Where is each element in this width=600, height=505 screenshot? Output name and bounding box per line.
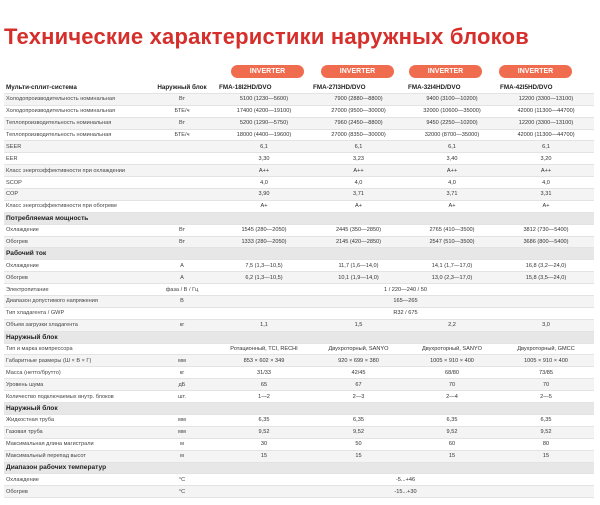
model-name: FMA-32I4HD/DVO (406, 82, 498, 93)
param-value: 2—3 (311, 391, 406, 403)
param-value: 4,0 (498, 177, 594, 189)
param-value: 30 (217, 438, 311, 450)
param-value: 2765 (410—3500) (406, 224, 498, 236)
param-value: 14,1 (1,7—17,0) (406, 260, 498, 272)
param-value: 3,30 (217, 153, 311, 165)
param-unit: °C (147, 474, 217, 486)
table-row (4, 236, 594, 248)
inverter-badge: INVERTER (231, 65, 304, 78)
param-value: 3,90 (217, 189, 311, 201)
param-value-shared: -15...+30 (217, 486, 594, 498)
header-unit-label: Наружный блок (147, 82, 217, 93)
param-value: 6,1 (406, 141, 498, 153)
model-name: FMA-42I5HD/DVO (498, 82, 594, 93)
param-value: 31/33 (217, 367, 311, 379)
param-value: 18000 (4400—19600) (217, 129, 311, 141)
table-row (4, 224, 594, 236)
table-row (4, 414, 594, 426)
param-label: Холодопроизводительность номинальная (4, 105, 147, 117)
param-label: Тип и марка компрессора (4, 343, 147, 355)
param-value: 3,71 (311, 189, 406, 201)
param-label: Габаритные размеры (Ш × В × Г) (4, 355, 147, 367)
param-unit: А (147, 272, 217, 284)
param-value: 70 (406, 379, 498, 391)
table-row (4, 450, 594, 462)
param-unit: А (147, 260, 217, 272)
param-value: 68/80 (406, 367, 498, 379)
param-unit: БТЕ/ч (147, 105, 217, 117)
param-value: 9400 (3100—10200) (406, 93, 498, 105)
inverter-badge: INVERTER (321, 65, 394, 78)
param-unit (147, 165, 217, 177)
header-system-label: Мульти-сплит-система (4, 82, 147, 93)
section-title: Рабочий ток (4, 248, 594, 260)
param-label: Обогрев (4, 272, 147, 284)
param-label: Максимальная длина магистрали (4, 438, 147, 450)
param-value: A+ (498, 200, 594, 212)
param-value: A+ (406, 200, 498, 212)
param-value: 3,0 (498, 319, 594, 331)
param-value: 3686 (800—5400) (498, 236, 594, 248)
param-value-shared: R32 / 675 (217, 307, 594, 319)
param-value: 7960 (2450—8800) (311, 117, 406, 129)
param-value: 2—5 (498, 391, 594, 403)
param-value: 9450 (2250—10200) (406, 117, 498, 129)
param-value: 80 (498, 438, 594, 450)
param-unit: °C (147, 486, 217, 498)
param-label: Количество подключаемых внутр. блоков (4, 391, 147, 403)
param-unit: БТЕ/ч (147, 129, 217, 141)
param-value: Двухроторный, SANYO (406, 343, 498, 355)
param-value: A+ (217, 200, 311, 212)
param-unit: мм (147, 355, 217, 367)
param-value: 6,35 (406, 414, 498, 426)
table-row (4, 343, 594, 355)
param-value: 6,1 (311, 141, 406, 153)
table-row (4, 153, 594, 165)
table-row (4, 296, 594, 308)
model-name: FMA-18I2HD/DVO (217, 82, 311, 93)
section-title: Наружный блок (4, 331, 594, 343)
param-label: Теплопроизводительность номинальная (4, 117, 147, 129)
param-label: Класс энергоэффективности при охлаждении (4, 165, 147, 177)
param-value: 27000 (8350—30000) (311, 129, 406, 141)
param-value: 6,35 (217, 414, 311, 426)
table-row (4, 165, 594, 177)
model-name: FMA-27I3HD/DVO (311, 82, 406, 93)
param-label: Масса (нетто/брутто) (4, 367, 147, 379)
param-value: 2445 (350—2850) (311, 224, 406, 236)
param-label: Охлаждение (4, 224, 147, 236)
table-row (4, 391, 594, 403)
section-title: Потребляемая мощность (4, 212, 594, 224)
param-label: COP (4, 189, 147, 201)
param-value: 2—4 (406, 391, 498, 403)
param-value: 5100 (1230—5600) (217, 93, 311, 105)
param-unit (147, 141, 217, 153)
param-value-shared: 165—265 (217, 296, 594, 308)
section-header-row (4, 403, 594, 415)
table-row (4, 307, 594, 319)
param-value: 15,8 (3,5—24,0) (498, 272, 594, 284)
param-unit: м (147, 450, 217, 462)
table-row (4, 141, 594, 153)
param-value: 7,5 (1,3—10,5) (217, 260, 311, 272)
table-row (4, 272, 594, 284)
inverter-badges (0, 65, 600, 79)
param-value: 1—2 (217, 391, 311, 403)
param-unit: шт. (147, 391, 217, 403)
param-value: 9,52 (498, 426, 594, 438)
param-value: 9,52 (311, 426, 406, 438)
inverter-badge: INVERTER (499, 65, 572, 78)
table-row (4, 105, 594, 117)
param-value: 11,7 (1,6—14,0) (311, 260, 406, 272)
param-label: Газовая труба (4, 426, 147, 438)
param-value: 50 (311, 438, 406, 450)
param-value: 12200 (3300—13100) (498, 117, 594, 129)
param-label: Охлаждение (4, 474, 147, 486)
param-value: Ротационный, TCI, RECHI (217, 343, 311, 355)
param-label: Тип хладагента / GWP (4, 307, 147, 319)
param-value: 15 (311, 450, 406, 462)
param-value: 1545 (280—2050) (217, 224, 311, 236)
param-value: A++ (217, 165, 311, 177)
param-value: 2145 (420—2850) (311, 236, 406, 248)
param-value: 1,5 (311, 319, 406, 331)
param-value: A++ (406, 165, 498, 177)
param-unit: кг (147, 319, 217, 331)
param-value: 7900 (2880—8800) (311, 93, 406, 105)
param-value: 3,20 (498, 153, 594, 165)
param-value: 70 (498, 379, 594, 391)
table-row (4, 438, 594, 450)
param-value: 3,71 (406, 189, 498, 201)
param-value: 12200 (3300—13100) (498, 93, 594, 105)
spec-table-body (4, 82, 594, 498)
table-row (4, 284, 594, 296)
param-unit: мм (147, 414, 217, 426)
param-label: Максимальный перепад высот (4, 450, 147, 462)
param-label: SEER (4, 141, 147, 153)
table-row (4, 200, 594, 212)
param-value: Двухроторный, GMCC (498, 343, 594, 355)
param-label: EER (4, 153, 147, 165)
param-value: 2,2 (406, 319, 498, 331)
param-value: 1,1 (217, 319, 311, 331)
table-row (4, 426, 594, 438)
param-value: 60 (406, 438, 498, 450)
section-header-row (4, 212, 594, 224)
table-row (4, 319, 594, 331)
param-value: 6,2 (1,3—10,5) (217, 272, 311, 284)
param-unit: кг (147, 367, 217, 379)
param-value: 42/45 (311, 367, 406, 379)
param-unit: фаза / В / Гц (147, 284, 217, 296)
param-unit (147, 153, 217, 165)
param-value: 42000 (11300—44700) (498, 129, 594, 141)
param-label: Обогрев (4, 486, 147, 498)
param-value: 1333 (280—2050) (217, 236, 311, 248)
param-value: 9,52 (217, 426, 311, 438)
param-label: Класс энергоэффективности при обогреве (4, 200, 147, 212)
param-label: Обогрев (4, 236, 147, 248)
param-value: 853 × 602 × 349 (217, 355, 311, 367)
param-value: 13,0 (2,3—17,0) (406, 272, 498, 284)
param-unit: м (147, 438, 217, 450)
param-value: 6,1 (217, 141, 311, 153)
param-unit (147, 177, 217, 189)
table-row (4, 486, 594, 498)
param-unit: Вт (147, 236, 217, 248)
param-value: 42000 (11300—44700) (498, 105, 594, 117)
param-value: 3,23 (311, 153, 406, 165)
param-unit (147, 307, 217, 319)
param-unit: дБ (147, 379, 217, 391)
param-value: 4,0 (311, 177, 406, 189)
param-value: 16,8 (3,2—24,0) (498, 260, 594, 272)
param-value: 73/85 (498, 367, 594, 379)
table-row (4, 260, 594, 272)
param-label: Охлаждение (4, 260, 147, 272)
param-value: 67 (311, 379, 406, 391)
param-label: Уровень шума (4, 379, 147, 391)
param-value: 3,31 (498, 189, 594, 201)
param-unit: В (147, 296, 217, 308)
param-label: Жидкостная труба (4, 414, 147, 426)
param-value: 1005 × 910 × 400 (406, 355, 498, 367)
param-value: 10,1 (1,9—14,0) (311, 272, 406, 284)
section-title: Диапазон рабочих температур (4, 462, 594, 474)
param-value: 6,1 (498, 141, 594, 153)
param-label: Объем загрузки хладагента (4, 319, 147, 331)
table-row (4, 189, 594, 201)
param-value: 27000 (9500—30000) (311, 105, 406, 117)
param-unit (147, 189, 217, 201)
param-value: 9,52 (406, 426, 498, 438)
section-header-row (4, 248, 594, 260)
section-header-row (4, 331, 594, 343)
param-unit: Вт (147, 93, 217, 105)
param-value: 3,40 (406, 153, 498, 165)
param-label: Электропитание (4, 284, 147, 296)
table-row (4, 129, 594, 141)
param-value: A+ (311, 200, 406, 212)
param-value-shared: 1 / 220—240 / 50 (217, 284, 594, 296)
param-value: 65 (217, 379, 311, 391)
table-header-row (4, 82, 594, 93)
param-value: 920 × 699 × 380 (311, 355, 406, 367)
section-header-row (4, 462, 594, 474)
param-unit: мм (147, 426, 217, 438)
param-value: 15 (217, 450, 311, 462)
param-value: 32000 (10600—35000) (406, 105, 498, 117)
param-value: 5200 (1290—5750) (217, 117, 311, 129)
param-value: 15 (498, 450, 594, 462)
param-value-shared: -5...+46 (217, 474, 594, 486)
table-row (4, 474, 594, 486)
param-value: 6,35 (311, 414, 406, 426)
param-unit: Вт (147, 117, 217, 129)
param-label: Теплопроизводительность номинальная (4, 129, 147, 141)
param-value: A++ (498, 165, 594, 177)
param-value: 4,0 (406, 177, 498, 189)
param-label: Диапазон допустимого напряжения (4, 296, 147, 308)
param-value: 15 (406, 450, 498, 462)
param-value: 3812 (730—5400) (498, 224, 594, 236)
param-label: SCOP (4, 177, 147, 189)
param-value: 6,35 (498, 414, 594, 426)
param-value: 2547 (510—3500) (406, 236, 498, 248)
section-title: Наружный блок (4, 403, 594, 415)
page-title: Технические характеристики наружных блоков (4, 24, 529, 49)
param-unit: Вт (147, 224, 217, 236)
param-value: 32000 (8700—35000) (406, 129, 498, 141)
param-label: Холодопроизводительность номинальная (4, 93, 147, 105)
table-row (4, 367, 594, 379)
param-value: 4,0 (217, 177, 311, 189)
inverter-badge: INVERTER (409, 65, 482, 78)
table-row (4, 355, 594, 367)
param-value: A++ (311, 165, 406, 177)
spec-table (4, 82, 594, 498)
param-unit (147, 343, 217, 355)
param-value: Двухроторный, SANYO (311, 343, 406, 355)
table-row (4, 177, 594, 189)
table-row (4, 93, 594, 105)
param-value: 17400 (4200—19100) (217, 105, 311, 117)
table-row (4, 117, 594, 129)
table-row (4, 379, 594, 391)
param-unit (147, 200, 217, 212)
param-value: 1005 × 910 × 400 (498, 355, 594, 367)
